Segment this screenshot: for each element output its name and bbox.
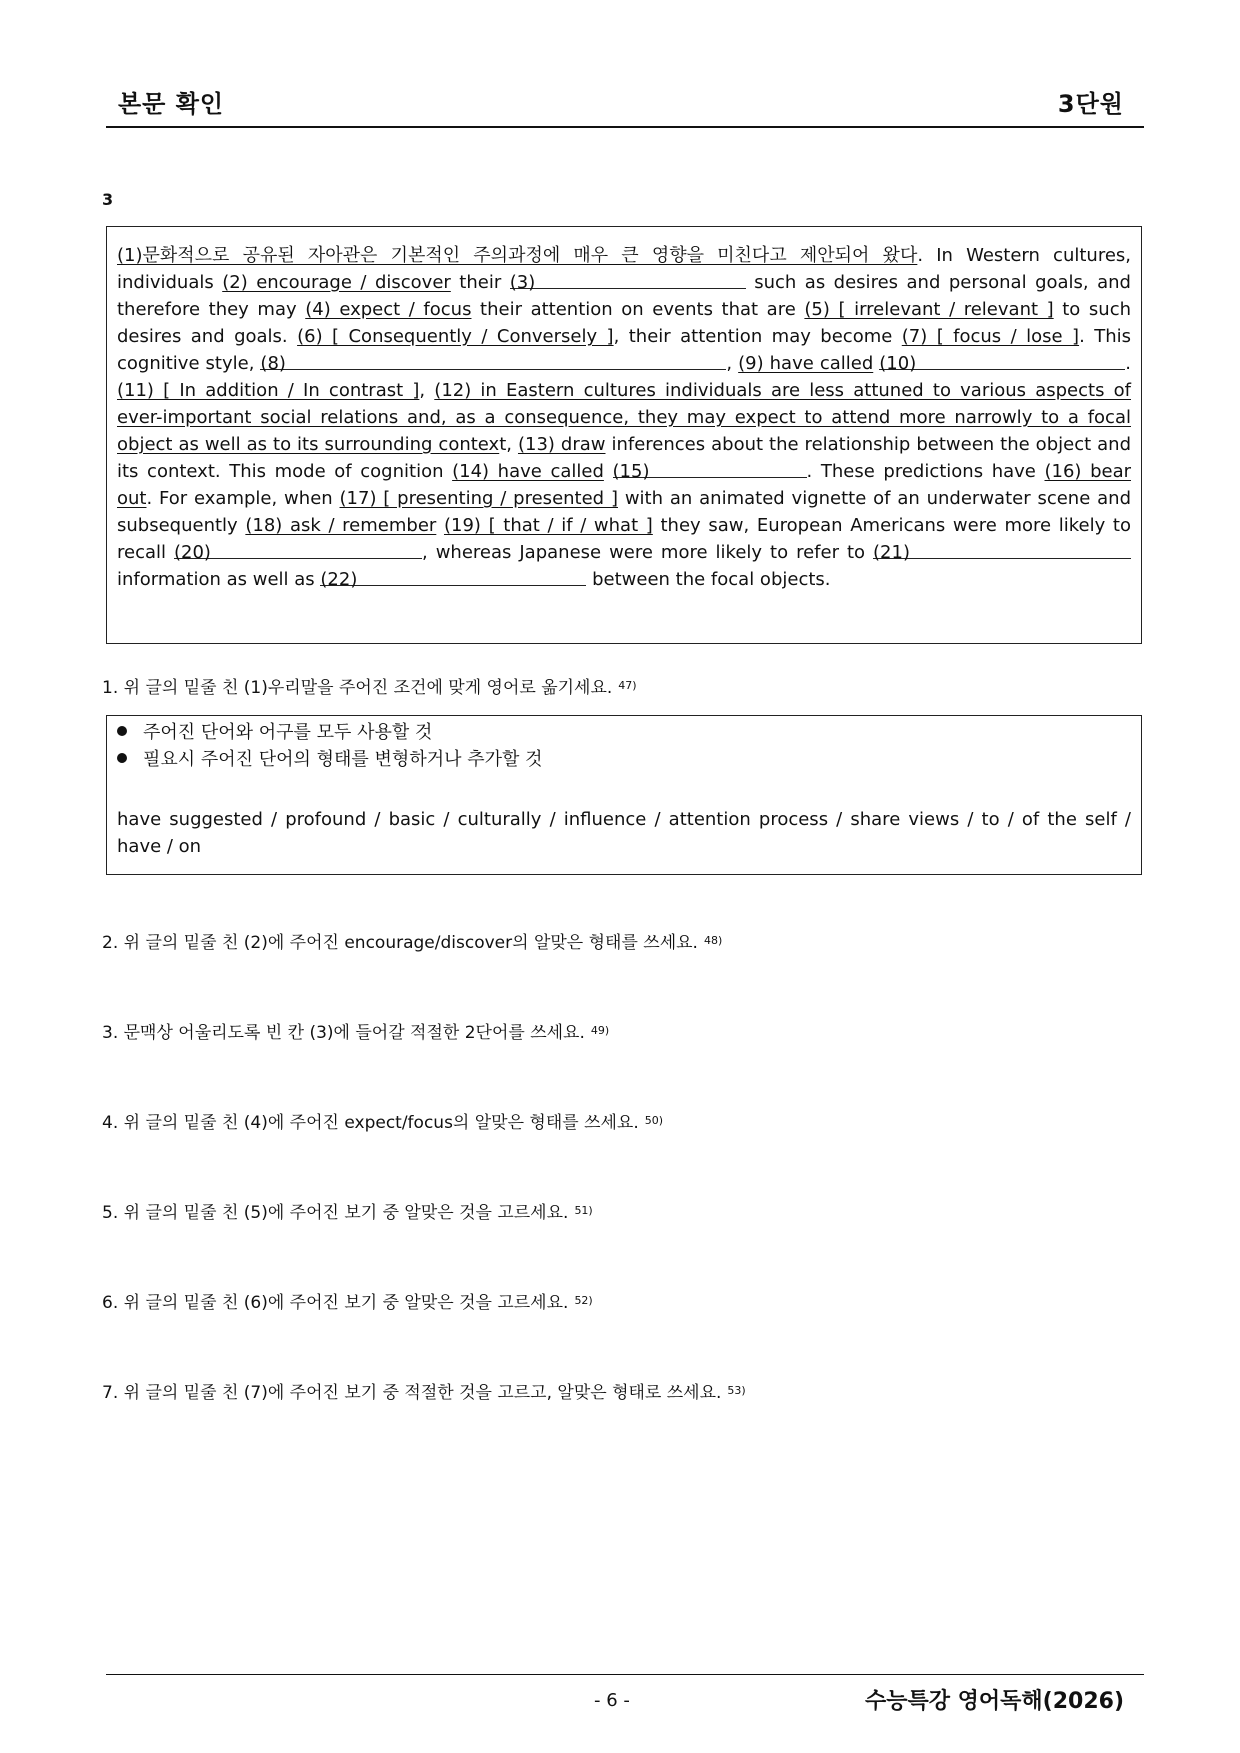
- question-4: 4. 위 글의 밑줄 친 (4)에 주어진 expect/focus의 알맞은 형태를 쓰세요. $^{50)}$: [102, 1113, 664, 1133]
- passage-line-11: subsequently (18) ask / remember (19) [ that / if / what ] they saw, European Americans were more likely to: [117, 515, 1131, 536]
- passage-line-13: information as well as (22) between the focal objects.: [117, 565, 1131, 595]
- underline-12-end[interactable]: object as well as to its surrounding contex: [117, 434, 500, 455]
- passage-line-8: object as well as to its surrounding context, (13) draw inferences about the relationship between the object and: [117, 434, 1131, 455]
- underline-2[interactable]: (2) encourage / discover: [222, 272, 451, 293]
- underline-7[interactable]: (7) [ focus / lose ]: [901, 326, 1080, 347]
- blank-22[interactable]: (22): [320, 565, 586, 586]
- underline-12-cont[interactable]: ever-important social relations and, as a consequence, they may expect to attend more narrowly to a focal: [117, 407, 1131, 428]
- passage-line-10: out. For example, when (17) [ presenting / presented ] with an animated vignette of an underwater scene and: [117, 488, 1131, 509]
- passage-line-9: its context. This mode of cognition (14) have called (15) . These predictions have (16) bear: [117, 457, 1131, 487]
- page-number: - 6 -: [594, 1690, 630, 1711]
- underline-18[interactable]: (18) ask / remember: [245, 515, 437, 536]
- blank-15[interactable]: (15): [613, 457, 807, 478]
- blank-3[interactable]: (3): [510, 268, 746, 289]
- item-number: 3: [102, 190, 114, 209]
- blank-20[interactable]: (20): [174, 538, 422, 559]
- passage-line-4: desires and goals. (6) [ Consequently / Conversely ], their attention may become (7) [ focus / lose ]. This: [117, 326, 1132, 347]
- header-unit: 3단원: [1057, 90, 1124, 118]
- question-7: 7. 위 글의 밑줄 친 (7)에 주어진 보기 중 적절한 것을 고르고, 알맞은 형태로 쓰세요. $^{53)}$: [102, 1383, 746, 1403]
- footnote-ref: 47): [618, 679, 637, 692]
- underline-13[interactable]: (13) draw: [517, 434, 606, 455]
- footnote-ref: 51): [574, 1204, 593, 1217]
- underline-5[interactable]: (5) [ irrelevant / relevant ]: [804, 299, 1054, 320]
- footer-book-title: 수능특강 영어독해(2026): [864, 1689, 1124, 1714]
- underline-9[interactable]: (9) have called: [738, 353, 874, 374]
- underline-12[interactable]: (12) in Eastern cultures individuals are less attuned to various aspects of: [434, 380, 1131, 401]
- question-3: 3. 문맥상 어울리도록 빈 칸 (3)에 들어갈 적절한 2단어를 쓰세요. $^{49)}$: [102, 1023, 610, 1043]
- passage-line-3: therefore they may (4) expect / focus their attention on events that are (5) [ irrelevant / relevant ] to such: [117, 299, 1131, 320]
- condition-item: 주어진 단어와 어구를 모두 사용할 것: [117, 718, 432, 748]
- underline-16[interactable]: (16) bear: [1044, 461, 1131, 482]
- passage-line-7: [117, 403, 1131, 433]
- footnote-ref: 48): [703, 934, 723, 947]
- underline-11[interactable]: (11) [ In addition / In contrast ]: [117, 380, 420, 401]
- underline-16-end[interactable]: out: [117, 488, 147, 509]
- underline-1[interactable]: (1)문화적으로 공유된 자아관은 기본적인 주의과정에 매우 큰 영향을 미친다고 제안되어 왔다: [117, 245, 918, 266]
- passage-line-6: (11) [ In addition / In contrast ], (12) in Eastern cultures individuals are less attuned to various aspects of: [117, 380, 1131, 401]
- header-rule: [106, 126, 1144, 128]
- question-1: 1. 위 글의 밑줄 친 (1)우리말을 주어진 조건에 맞게 영어로 옮기세요. $^{47)}$: [102, 678, 637, 698]
- underline-17[interactable]: (17) [ presenting / presented ]: [339, 488, 618, 509]
- word-bank-line-1: have suggested / profound / basic / culturally / influence / attention process / share views / to / of the self /: [117, 809, 1131, 830]
- footnote-ref: 52): [574, 1294, 593, 1307]
- footnote-ref: 49): [590, 1024, 610, 1037]
- footnote-ref: 50): [644, 1114, 664, 1127]
- question-5: 5. 위 글의 밑줄 친 (5)에 주어진 보기 중 알맞은 것을 고르세요. $^{51)}$: [102, 1203, 593, 1223]
- blank-8[interactable]: (8): [260, 349, 726, 370]
- footnote-ref: 53): [727, 1384, 746, 1397]
- passage-line-2: individuals (2) encourage / discover their (3) such as desires and personal goals, and: [117, 268, 1131, 298]
- passage-line-5: cognitive style, (8) , (9) have called (10) .: [117, 349, 1131, 379]
- word-bank-line-2: have / on: [117, 836, 202, 857]
- condition-item: 필요시 주어진 단어의 형태를 변형하거나 추가할 것: [117, 745, 542, 775]
- header-section-title: 본문 확인: [118, 90, 225, 118]
- blank-21[interactable]: (21): [873, 538, 1131, 559]
- footer-rule: [106, 1674, 1144, 1675]
- underline-6[interactable]: (6) [ Consequently / Conversely ]: [297, 326, 614, 347]
- underline-14[interactable]: (14) have called: [452, 461, 604, 482]
- underline-4[interactable]: (4) expect / focus: [305, 299, 472, 320]
- question-2: 2. 위 글의 밑줄 친 (2)에 주어진 encourage/discover의 알맞은 형태를 쓰세요. $^{48)}$: [102, 933, 723, 953]
- question-6: 6. 위 글의 밑줄 친 (6)에 주어진 보기 중 알맞은 것을 고르세요. $^{52)}$: [102, 1293, 593, 1313]
- passage-line-1: (1)문화적으로 공유된 자아관은 기본적인 주의과정에 매우 큰 영향을 미친다고 제안되어 왔다. In Western cultures,: [117, 245, 1131, 266]
- bullet-icon: [117, 753, 127, 763]
- blank-10[interactable]: (10): [879, 349, 1125, 370]
- underline-19[interactable]: (19) [ that / if / what ]: [443, 515, 653, 536]
- bullet-icon: [117, 726, 127, 736]
- passage-line-12: recall (20) , whereas Japanese were more likely to refer to (21): [117, 538, 1131, 568]
